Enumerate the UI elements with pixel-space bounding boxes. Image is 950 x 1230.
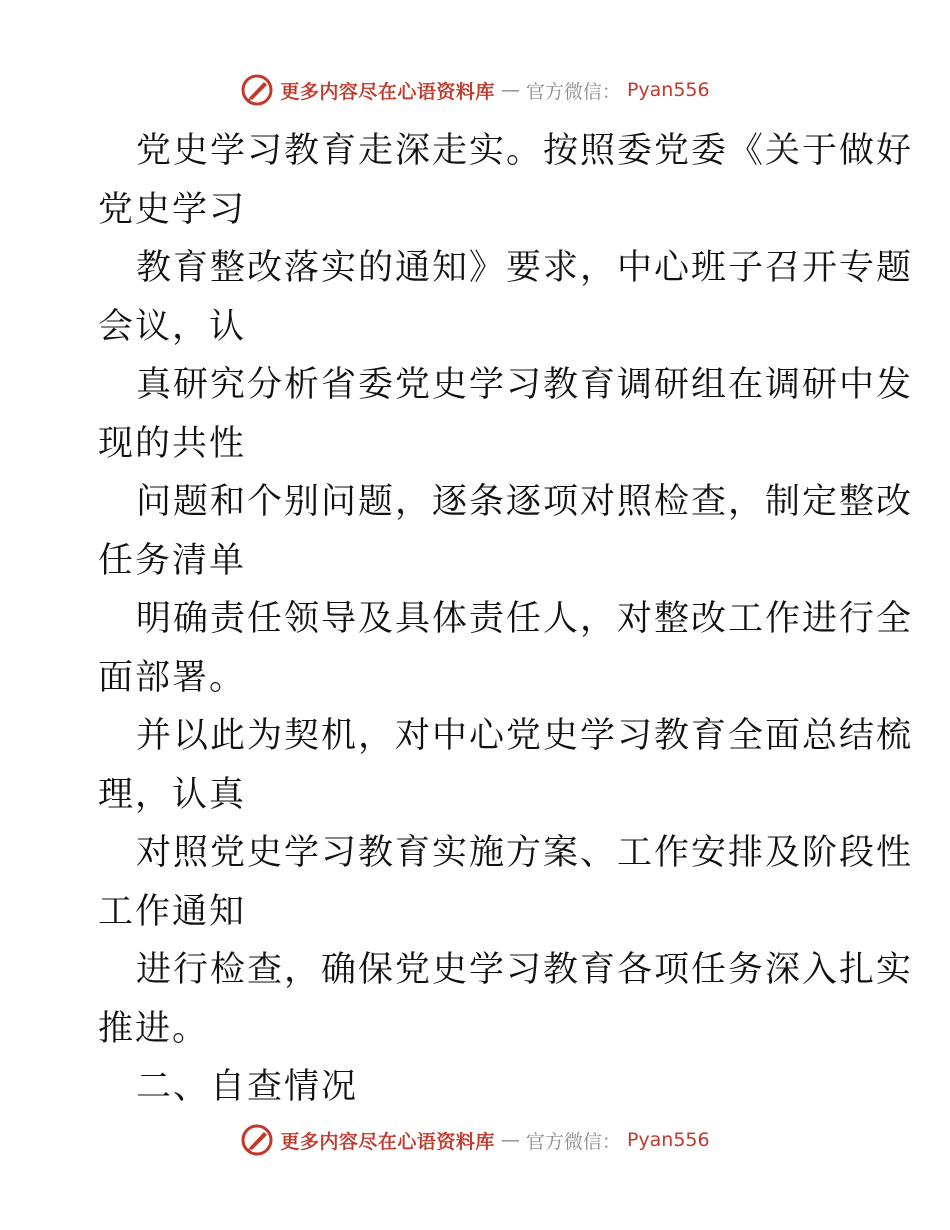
text-line: 并以此为契机，对中心党史学习教育全面总结梳 (136, 716, 914, 756)
text-line: 任务清单 (98, 540, 247, 581)
text-line: 会议，认 (98, 306, 247, 347)
banner-wechat-id: Pyan556 (626, 1129, 710, 1151)
text-line: 教育整改落实的通知》要求，中心班子召开专题 (136, 248, 914, 288)
text-line: 对照党史学习教育实施方案、工作安排及阶段性 (136, 833, 914, 873)
text-line: 面部署。 (98, 657, 247, 698)
document-body (98, 122, 914, 1117)
text-line: 理，认真 (98, 774, 247, 815)
quill-pen-logo-icon (240, 73, 274, 107)
banner-wechat-id: Pyan556 (626, 79, 710, 101)
section-heading: 二、自查情况 (136, 1067, 359, 1107)
quill-pen-logo-icon (240, 1123, 274, 1157)
text-line: 推进。 (98, 1008, 210, 1049)
text-line: 现的共性 (98, 423, 247, 464)
header-banner (0, 70, 950, 110)
text-line: 真研究分析省委党史学习教育调研组在调研中发 (136, 365, 914, 405)
banner-wechat-label: 官方微信： (525, 1130, 621, 1153)
banner-separator: — (500, 79, 520, 101)
text-line: 进行检查，确保党史学习教育各项任务深入扎实 (136, 950, 914, 990)
banner-site-text: 更多内容尽在心语资料库 (280, 1130, 495, 1153)
text-line: 党史学习 (98, 189, 247, 230)
text-line: 党史学习教育走深走实。按照委党委《关于做好 (136, 131, 914, 171)
text-line: 问题和个别问题，逐条逐项对照检查，制定整改 (136, 482, 914, 522)
footer-banner (0, 1120, 950, 1160)
banner-separator: — (500, 1129, 520, 1151)
banner-wechat-label: 官方微信： (525, 80, 621, 103)
text-line: 工作通知 (98, 891, 247, 932)
banner-site-text: 更多内容尽在心语资料库 (280, 80, 495, 103)
text-line: 明确责任领导及具体责任人，对整改工作进行全 (136, 599, 914, 639)
